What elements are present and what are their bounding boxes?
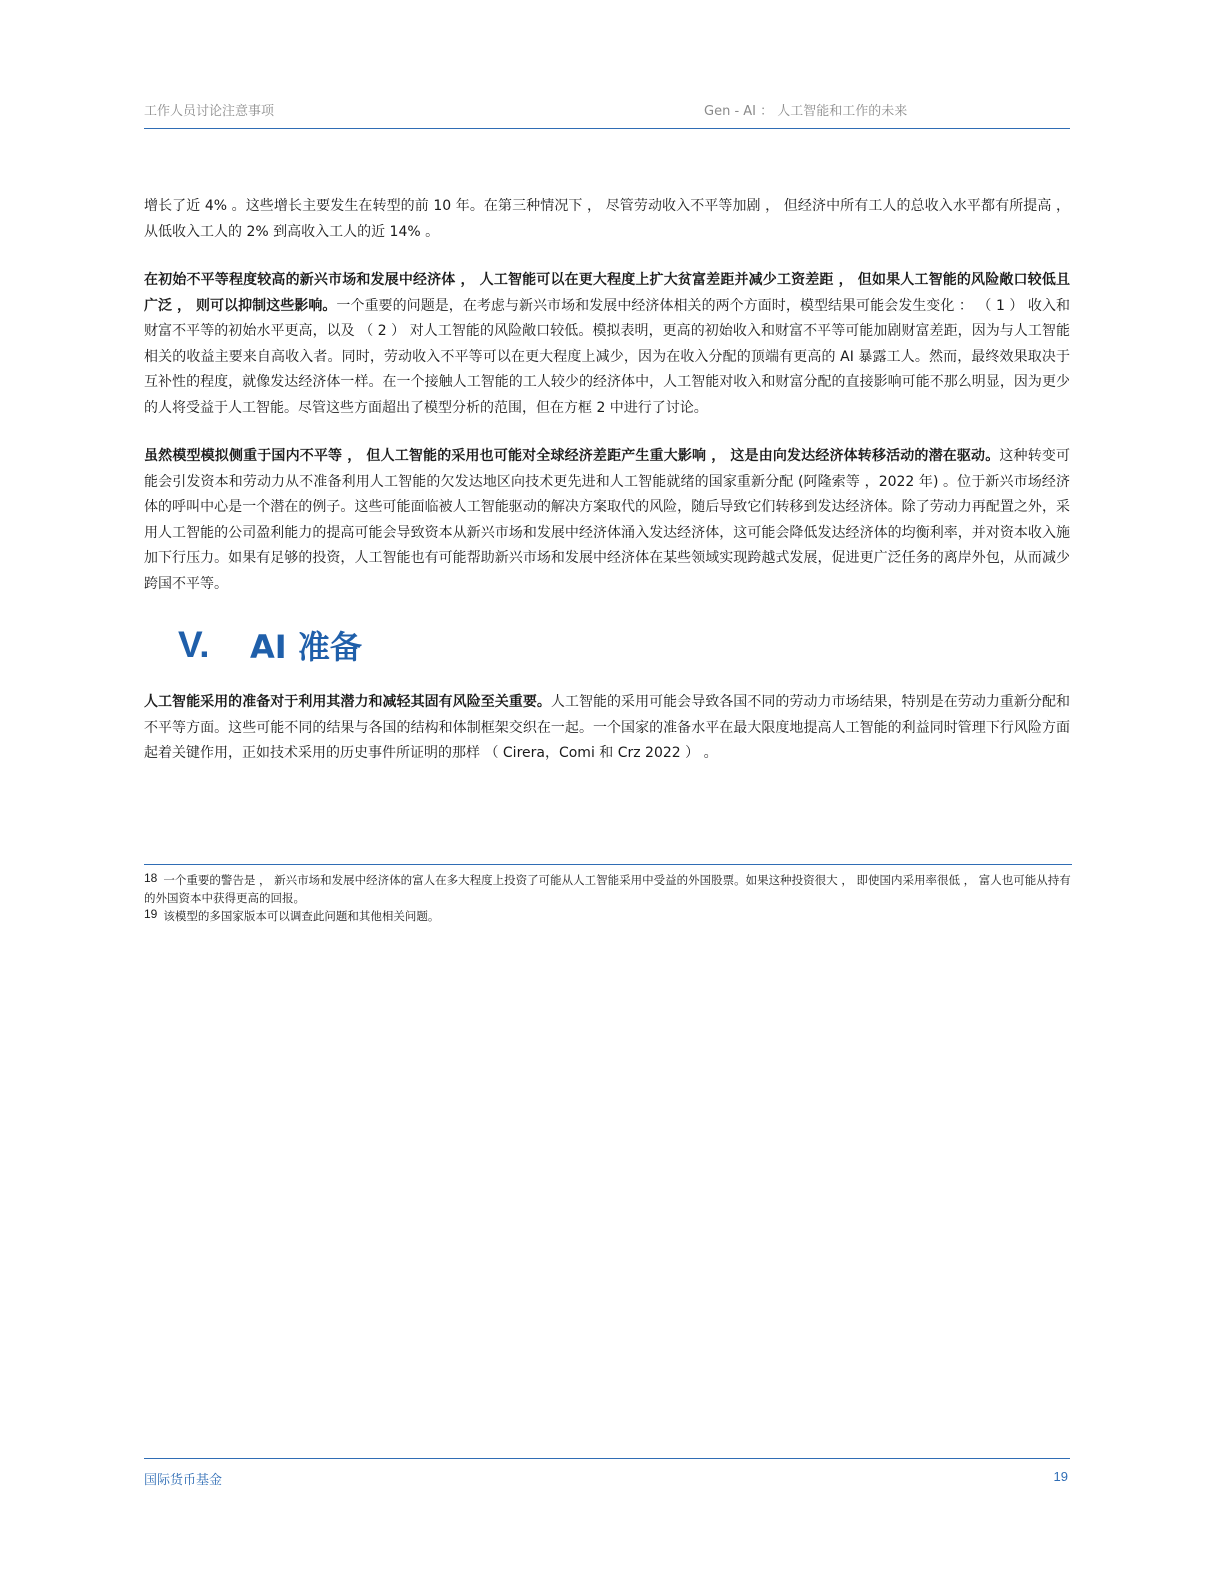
section-heading bbox=[178, 620, 1070, 670]
page-number: 19 bbox=[1053, 1469, 1068, 1484]
footnote-18 bbox=[144, 871, 1072, 907]
section-number: V. bbox=[178, 624, 210, 665]
paragraph-3-text: 这种转变可能会引发资本和劳动力从不准备利用人工智能的欠发达地区向技术更先进和人工智能就绪的国家重新分配 (阿隆索等 ，2022 年) 。位于新兴市场经济体的呼叫中心是一个潜在的例子。这些可能面临被人工智能驱动的解决方案取代的风险，随后导致它们转移到发达经济体。除了劳动力再配置之外，采用人工智能的公司盈利能力的提高可能会导致资本从新兴市场和发展中经济体涌入发达经济体，这可能会降低发达经济体的均衡利率，并对资本收入施加下行压力。如果有足够的投资，人工智能也有可能帮助新兴市场和发展中经济体在某些领域实现跨越式发展，促进更广泛任务的离岸外包，从而减少跨国不平等。 bbox=[144, 448, 1071, 592]
footnotes bbox=[144, 864, 1072, 925]
footnote-number: 18 bbox=[144, 871, 158, 885]
paragraph-4-lead: 人工智能采用的准备对于利用其潜力和减轻其固有风险至关重要。 bbox=[144, 694, 551, 710]
header-document-title: Gen - AI ： 人工智能和工作的未来 bbox=[704, 104, 908, 119]
page-footer bbox=[144, 1458, 1070, 1489]
footnote-19 bbox=[144, 907, 1072, 925]
footer-organization: 国际货币基金 bbox=[144, 1473, 223, 1488]
main-content bbox=[144, 194, 1070, 790]
paragraph-4 bbox=[144, 690, 1070, 767]
paragraph-1 bbox=[144, 194, 1070, 245]
paragraph-1-text: 增长了近 4% 。这些增长主要发生在转型的前 10 年。在第三种情况下 ， 尽管劳动收入不平等加剧 ， 但经济中所有工人的总收入水平都有所提高 ， 从低收入工人的 2% 到高收入工人的近 14% 。 bbox=[144, 198, 1070, 240]
paragraph-4-text: 人工智能的采用可能会导致各国不同的劳动力市场结果，特别是在劳动力重新分配和不平等方面。这些可能不同的结果与各国的结构和体制框架交织在一起。一个国家的准备水平在最大限度地提高人工智能的利益同时管理下行风险方面起着关键作用，正如技术采用的历史事件所证明的那样 （ Cirera，Comi 和 Crz 2022 ） 。 bbox=[144, 694, 1070, 761]
footnote-text: 一个重要的警告是 ， 新兴市场和发展中经济体的富人在多大程度上投资了可能从人工智能采用中受益的外国股票。如果这种投资很大 ， 即使国内采用率很低 ， 富人也可能从持有的外国资本中获得更高的回报。 bbox=[144, 873, 1071, 905]
paragraph-2 bbox=[144, 268, 1070, 421]
paragraph-2-text: 一个重要的问题是，在考虑与新兴市场和发展中经济体相关的两个方面时，模型结果可能会发生变化 ： （ 1 ） 收入和财富不平等的初始水平更高，以及 （ 2 ） 对人工智能的风险敞口较低。模拟表明，更高的初始收入和财富不平等可能加剧财富差距，因为与人工智能相关的收益主要来自高收入者。同时，劳动收入不平等可以在更大程度上减少，因为在收入分配的顶端有更高的 AI 暴露工人。然而，最终效果取决于互补性的程度，就像发达经济体一样。在一个接触人工智能的工人较少的经济体中，人工智能对收入和财富分配的直接影响可能不那么明显，因为更少的人将受益于人工智能。尽管这些方面超出了模型分析的范围，但在方框 2 中进行了讨论。 bbox=[144, 297, 1070, 416]
section-title: AI 准备 bbox=[250, 628, 362, 666]
paragraph-3 bbox=[144, 444, 1070, 597]
paragraph-2-lead: 在初始不平等程度较高的新兴市场和发展中经济体 ， 人工智能可以在更大程度上扩大贫富差距并减少工资差距 ， 但如果人工智能的风险敞口较低且广泛 ， 则可以抑制这些影响。 bbox=[144, 272, 1070, 314]
footnote-text: 该模型的多国家版本可以调查此问题和其他相关问题。 bbox=[163, 909, 440, 923]
paragraph-3-lead: 虽然模型模拟侧重于国内不平等 ， 但人工智能的采用也可能对全球经济差距产生重大影响 ， 这是由向发达经济体转移活动的潜在驱动。 bbox=[144, 448, 1000, 464]
footnote-number: 19 bbox=[144, 907, 158, 921]
page-header bbox=[144, 96, 1070, 129]
header-document-type: 工作人员讨论注意事项 bbox=[144, 104, 275, 119]
